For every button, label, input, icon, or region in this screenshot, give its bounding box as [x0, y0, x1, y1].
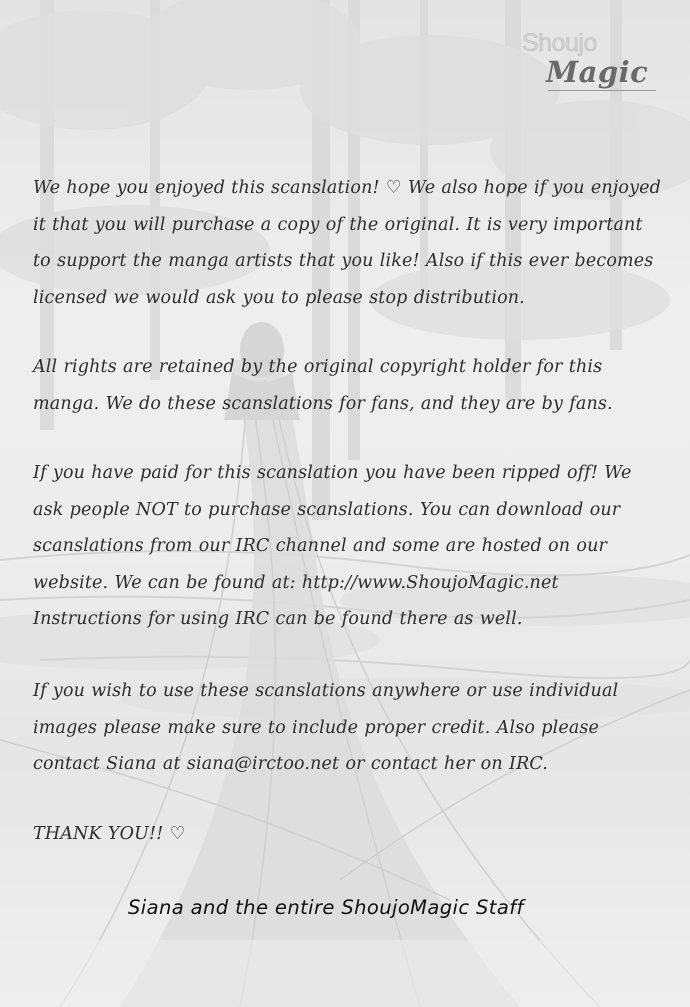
signature: Siana and the entire ShoujoMagic Staff: [128, 896, 524, 919]
paragraph-ripped-off: If you have paid for this scanslation you have been ripped off! We ask people NOT to purchase scanslations. You can download our scanslations from our IRC channel and some are hosted on our website. We can be found at: http://www.ShoujoMagic.net Instructions for using IRC can be found there as well.: [33, 463, 632, 629]
paragraph-credit: If you wish to use these scanslations anywhere or use individual images please make sure to include proper credit. Also please contact Siana at siana@irctoo.net or contact her on IRC.: [33, 681, 619, 774]
paragraph-rights: All rights are retained by the original copyright holder for this manga. We do these scanslations for fans, and they are by fans.: [33, 357, 613, 414]
logo-magic-text: Magic: [546, 55, 649, 89]
logo-underline: [548, 90, 656, 91]
shoujomagic-logo: [522, 28, 672, 98]
paragraph-enjoyed: We hope you enjoyed this scanslation! ♡ We also hope if you enjoyed it that you will purchase a copy of the original. It is very important to support the manga artists that you like! Also if this ever becomes licensed we would ask you to please stop distribution.: [33, 178, 661, 308]
paragraph-thank-you: THANK YOU!! ♡: [33, 824, 186, 844]
logo-shoujo-text: Shoujo: [522, 29, 597, 57]
